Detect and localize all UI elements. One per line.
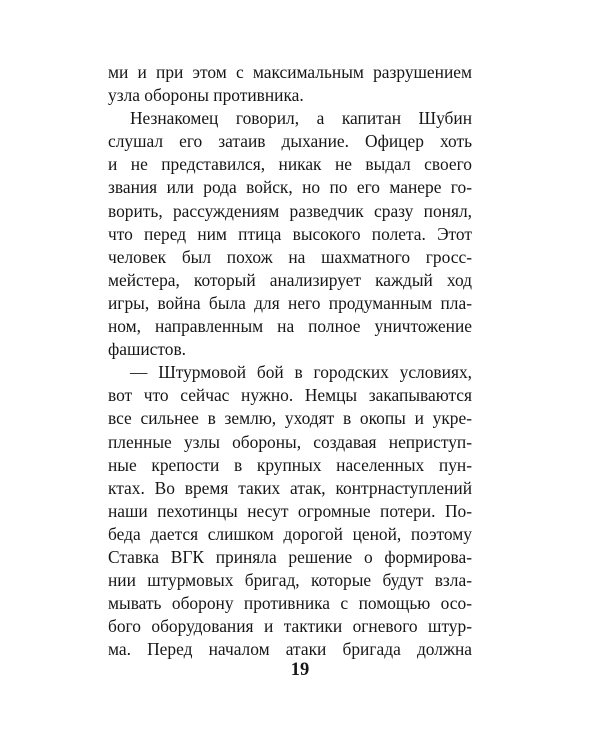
text-line: звания или рода войск, но по его манере го-: [108, 177, 472, 198]
text-line: ми и при этом с максимальным разрушением: [108, 62, 472, 82]
text-line: ктах. Во время таких атак, контрнаступлений: [108, 477, 472, 498]
text-line: узла обороны противника.: [108, 85, 304, 106]
text-line: пленные узлы обороны, создавая неприступ-: [108, 431, 472, 452]
text-line: ворить, рассуждениям разведчик сразу понял,: [108, 200, 472, 221]
text-line: наши пехотинцы несут огромные потери. По-: [108, 500, 472, 521]
page-number: 19: [290, 660, 310, 680]
text-line: мывать оборону противника с помощью осо-: [108, 593, 472, 614]
text-line: игры, война была для него продуманным пла-: [108, 292, 472, 313]
text-line: все сильнее в землю, уходят в окопы и укре-: [108, 408, 472, 429]
body-text: [108, 61, 472, 661]
text-line: слушал его затаив дыхание. Офицер хоть: [108, 131, 472, 152]
text-line: ные крепости в крупных населенных пун-: [108, 454, 472, 475]
text-line: фашистов.: [108, 339, 187, 360]
text-line: Незнакомец говорил, а капитан Шубин: [130, 108, 472, 129]
text-line: бого оборудования и тактики огневого штур-: [108, 616, 472, 637]
text-line: нии штурмовых бригад, которые будут взла-: [108, 570, 472, 591]
text-line: человек был похож на шахматного гросс-: [108, 246, 472, 267]
text-line: что перед ним птица высокого полета. Этот: [108, 223, 472, 244]
text-line: Ставка ВГК приняла решение о формирова-: [108, 546, 472, 567]
text-line: беда дается слишком дорогой ценой, поэтому: [108, 523, 472, 544]
text-line: мейстера, который анализирует каждый ход: [108, 269, 472, 290]
text-line: и не представился, никак не выдал своего: [108, 154, 472, 175]
text-line: ма. Перед началом атаки бригада должна: [108, 639, 472, 660]
text-line: — Штурмовой бой в городских условиях,: [130, 362, 472, 383]
text-line: ном, направленным на полное уничтожение: [108, 316, 472, 337]
text-line: вот что сейчас нужно. Немцы закапываются: [108, 385, 472, 406]
